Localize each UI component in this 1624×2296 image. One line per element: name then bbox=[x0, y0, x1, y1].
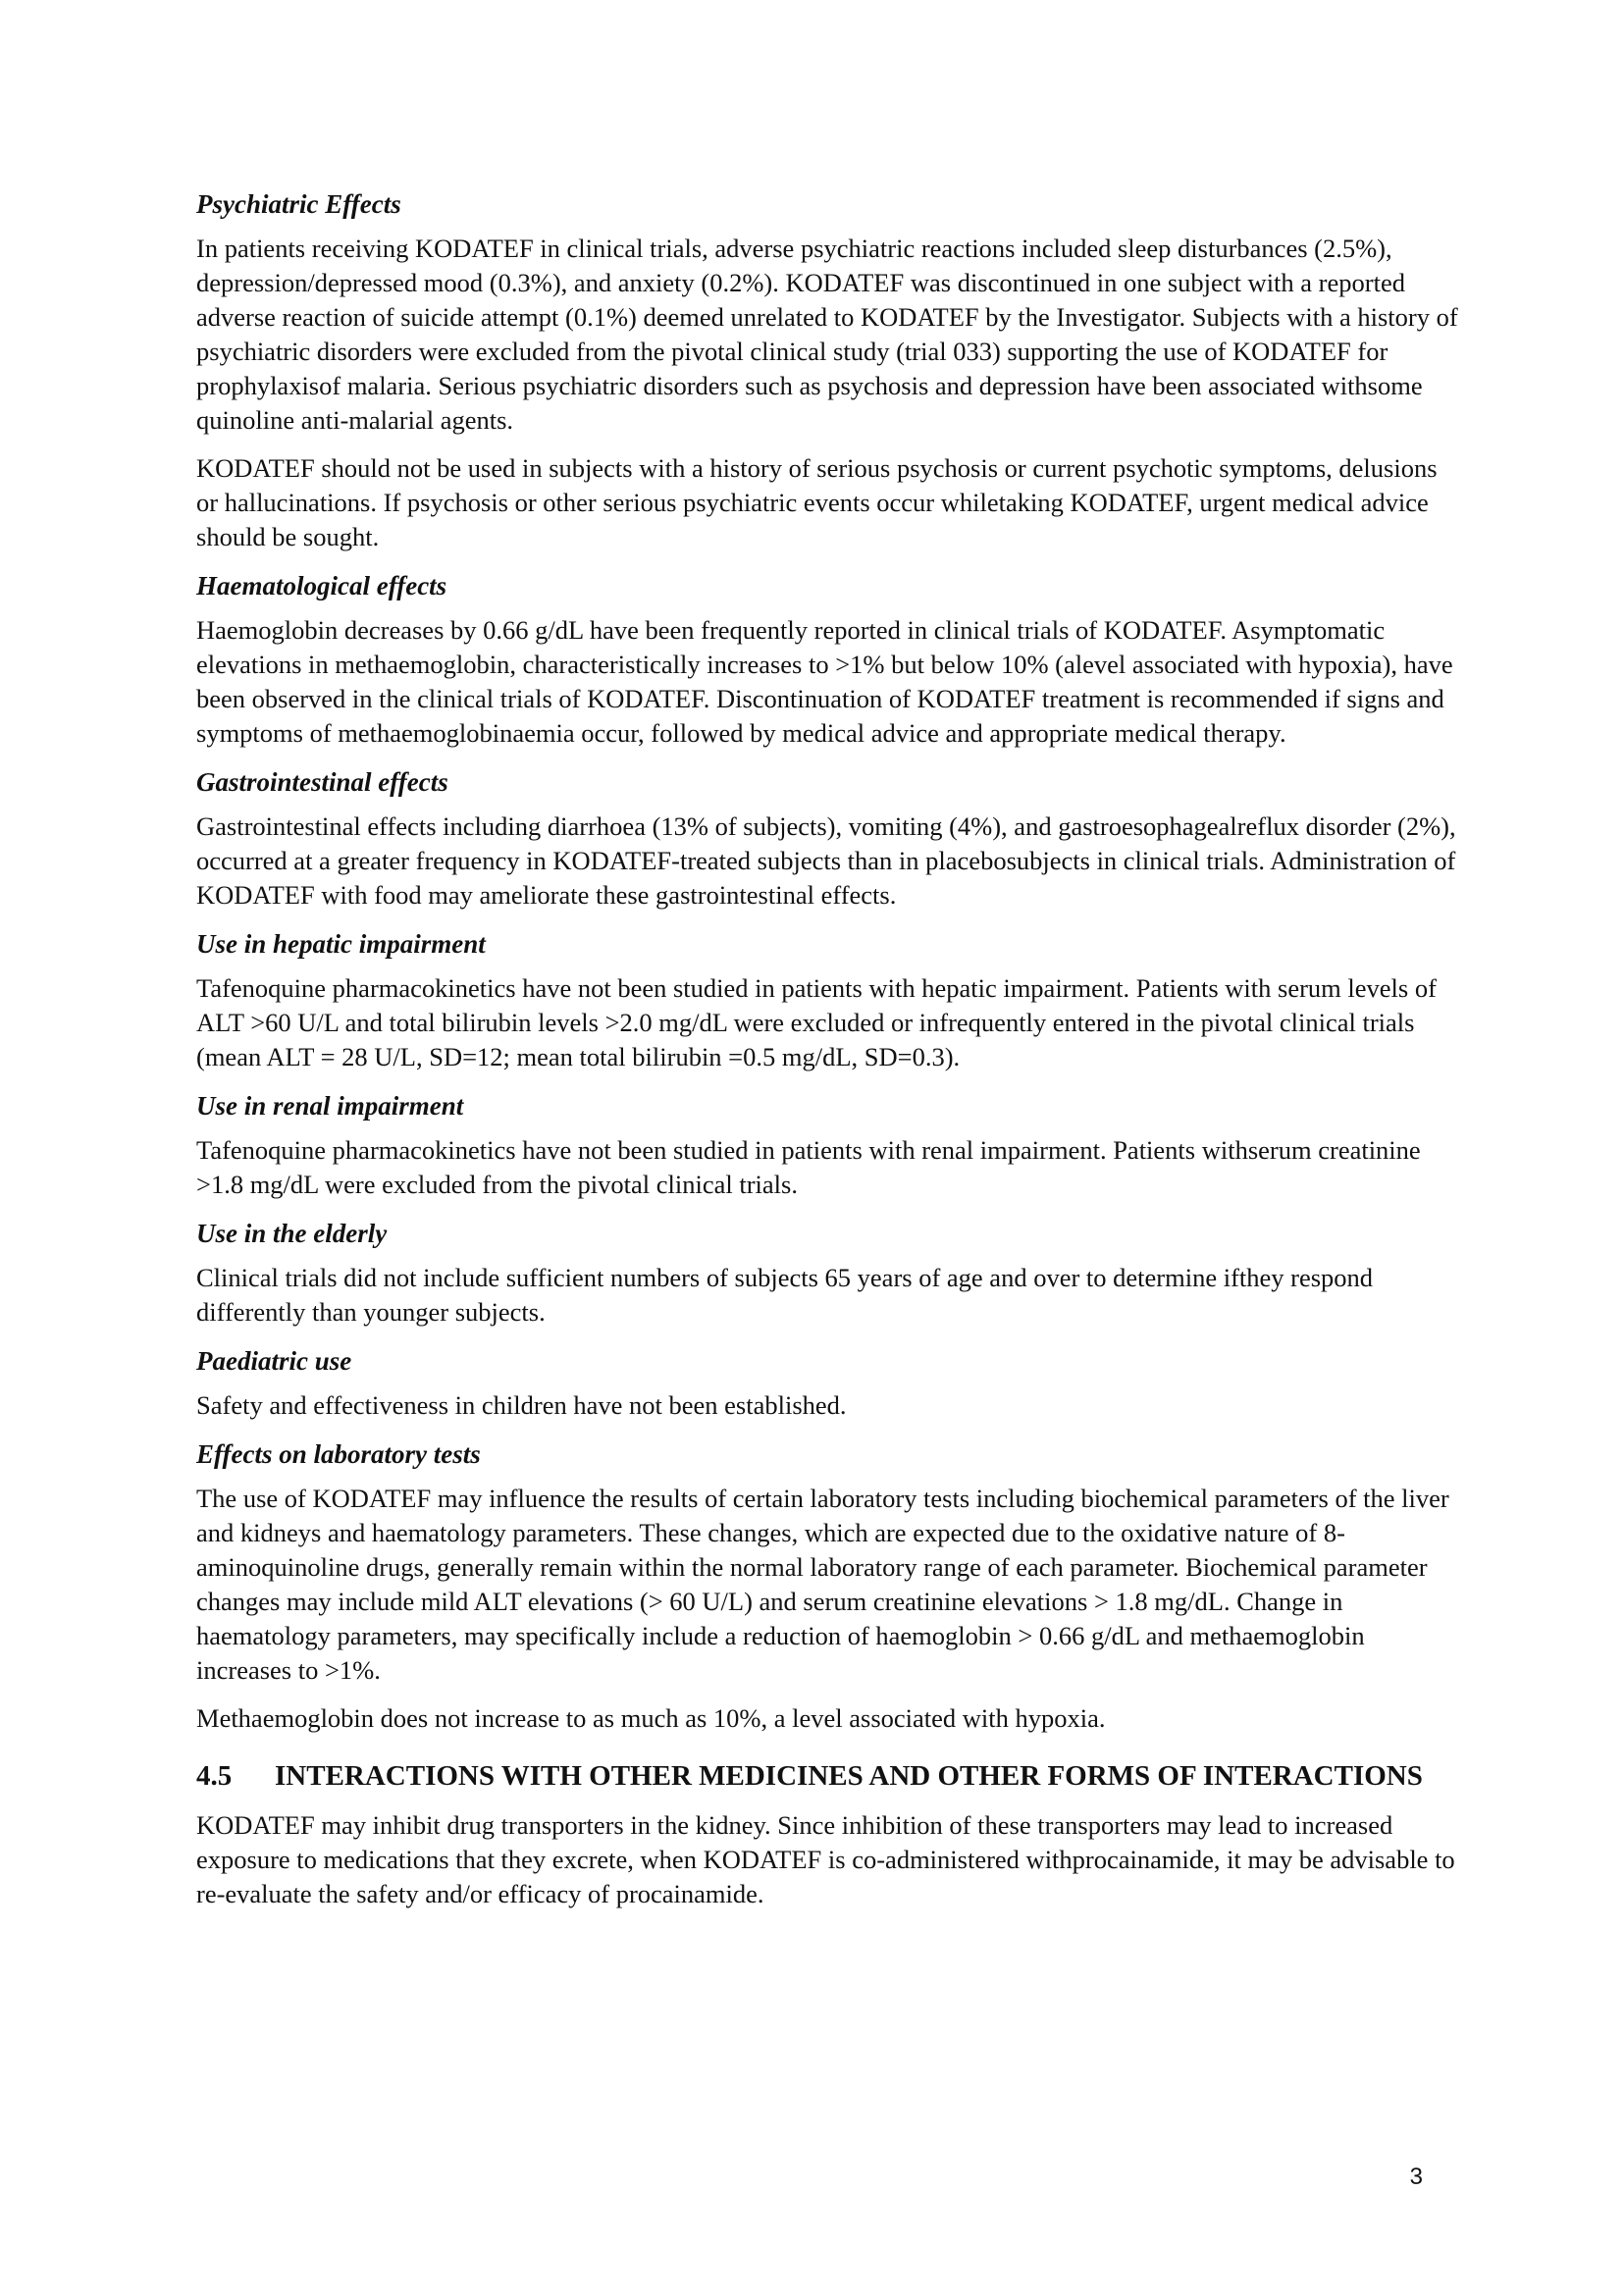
paragraph: KODATEF may inhibit drug transporters in the kidney. Since inhibition of these transporters may lead to increased exposure to medications that they excrete, when KODATEF is co-administered withprocainamide, it may be advisable to re-evaluate the safety and/or efficacy of procainamide. bbox=[196, 1810, 1455, 1908]
section-heading: Use in hepatic impairment bbox=[196, 929, 486, 959]
section-number: 4.5 bbox=[196, 1760, 233, 1792]
paragraph: The use of KODATEF may influence the results of certain laboratory tests including biochemical parameters of the liver and kidneys and haematology parameters. These changes, which are expected due to the oxidative nature of 8-aminoquinoline drugs, generally remain within the normal laboratory range of each parameter. Biochemical parameter changes may include mild ALT elevations (> 60 U/L) and serum creatinine elevations > 1.8 mg/dL. Change in haematology parameters, may specifically include a reduction of haemoglobin > 0.66 g/dL and methaemoglobin increases to >1%. bbox=[196, 1484, 1449, 1685]
section-heading: Use in renal impairment bbox=[196, 1091, 464, 1121]
numbered-section-heading bbox=[196, 1757, 1462, 1795]
paragraph: Tafenoquine pharmacokinetics have not been studied in patients with hepatic impairment. Patients with serum levels of ALT >60 U/L and total bilirubin levels >2.0 mg/dL were excluded or infrequently entered in the pivotal clinical trials (mean ALT = 28 U/L, SD=12; mean total bilirubin =0.5 mg/dL, SD=0.3). bbox=[196, 973, 1437, 1071]
section-heading: Use in the elderly bbox=[196, 1219, 388, 1248]
psychiatric-effects-section bbox=[196, 186, 1462, 554]
section-heading: Paediatric use bbox=[196, 1346, 352, 1376]
section-heading: Effects on laboratory tests bbox=[196, 1439, 481, 1469]
paragraph: Methaemoglobin does not increase to as much as 10%, a level associated with hypoxia. bbox=[196, 1703, 1106, 1733]
paragraph: Safety and effectiveness in children have not been established. bbox=[196, 1390, 847, 1420]
section-heading: Psychiatric Effects bbox=[196, 189, 401, 219]
paragraph: Tafenoquine pharmacokinetics have not been studied in patients with renal impairment. Patients withserum creatinine >1.8 mg/dL were excluded from the pivotal clinical trials. bbox=[196, 1135, 1421, 1199]
page-number: 3 bbox=[1409, 2164, 1423, 2190]
paragraph: Clinical trials did not include sufficient numbers of subjects 65 years of age and over to determine ifthey respond differently than younger subjects. bbox=[196, 1263, 1374, 1327]
gastrointestinal-effects-section bbox=[196, 764, 1462, 913]
renal-impairment-section bbox=[196, 1088, 1462, 1202]
haematological-effects-section bbox=[196, 568, 1462, 751]
interactions-section bbox=[196, 1757, 1462, 1911]
paragraph: In patients receiving KODATEF in clinical trials, adverse psychiatric reactions included sleep disturbances (2.5%), depression/depressed mood (0.3%), and anxiety (0.2%). KODATEF was discontinued in one subject with a reported adverse reaction of suicide attempt (0.1%) deemed unrelated to KODATEF by the Investigator. Subjects with a history of psychiatric disorders were excluded from the pivotal clinical study (trial 033) supporting the use of KODATEF for prophylaxisof malaria. Serious psychiatric disorders such as psychosis and depression have been associated withsome quinoline anti-malarial agents. bbox=[196, 234, 1458, 435]
paragraph: KODATEF should not be used in subjects with a history of serious psychosis or current psychotic symptoms, delusions or hallucinations. If psychosis or other serious psychiatric events occur whiletaking KODATEF, urgent medical advice should be sought. bbox=[196, 453, 1438, 551]
hepatic-impairment-section bbox=[196, 926, 1462, 1074]
paragraph: Haemoglobin decreases by 0.66 g/dL have been frequently reported in clinical trials of KODATEF. Asymptomatic elevations in methaemoglobin, characteristically increases to >1% but below 10% (alevel associated with hypoxia), have been observed in the clinical trials of KODATEF. Discontinuation of KODATEF treatment is recommended if signs and symptoms of methaemoglobinaemia occur, followed by medical advice and appropriate medical therapy. bbox=[196, 615, 1453, 748]
section-heading: Haematological effects bbox=[196, 571, 447, 600]
paediatric-use-section bbox=[196, 1343, 1462, 1423]
elderly-section bbox=[196, 1216, 1462, 1330]
section-heading: Gastrointestinal effects bbox=[196, 767, 448, 797]
paragraph: Gastrointestinal effects including diarrhoea (13% of subjects), vomiting (4%), and gastroesophagealreflux disorder (2%), occurred at a greater frequency in KODATEF-treated subjects than in placebosubjects in clinical trials. Administration of KODATEF with food may ameliorate these gastrointestinal effects. bbox=[196, 811, 1456, 910]
document-page bbox=[196, 186, 1462, 1925]
laboratory-tests-section bbox=[196, 1436, 1462, 1736]
section-title: INTERACTIONS WITH OTHER MEDICINES AND OTHER FORMS OF INTERACTIONS bbox=[275, 1760, 1423, 1792]
